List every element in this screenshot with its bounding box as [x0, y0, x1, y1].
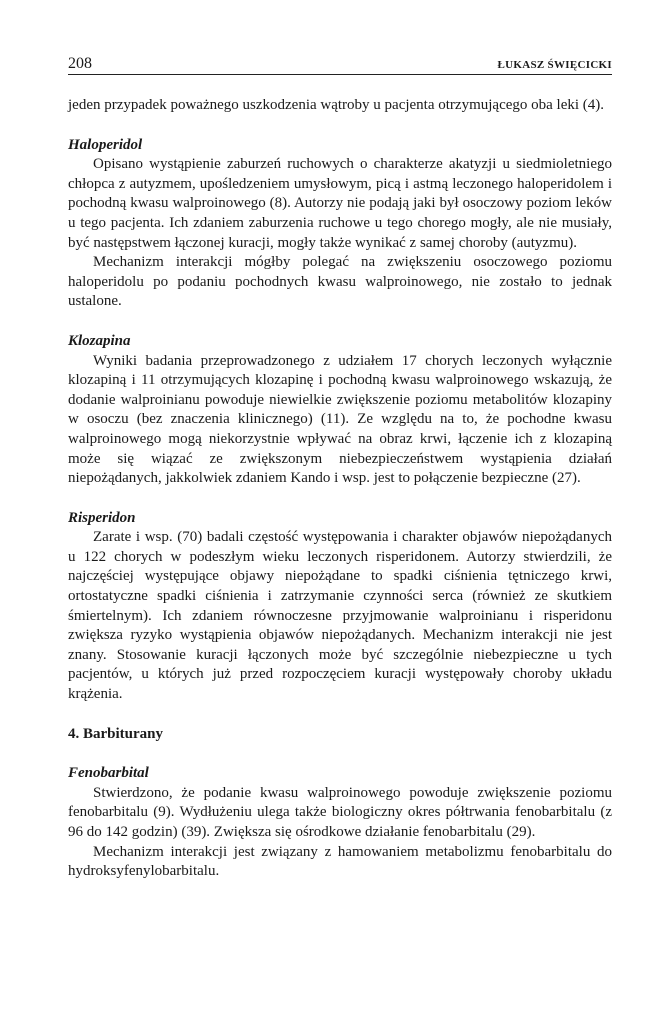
klozapina-heading: Klozapina: [68, 332, 131, 349]
page-body: [68, 96, 612, 882]
running-head-author: ŁUKASZ ŚWIĘCICKI: [497, 59, 612, 71]
section-title-barbiturany: 4. Barbiturany: [68, 725, 164, 742]
intro-paragraph: jeden przypadek poważnego uszkodzenia wątroby u pacjenta otrzymującego oba leki (4).: [68, 97, 605, 113]
haloperidol-heading: Haloperidol: [68, 136, 143, 153]
fenobarbital-heading: Fenobarbital: [68, 765, 149, 782]
section-haloperidol: [68, 136, 612, 312]
fenobarbital-paragraph-2: Mechanizm interakcji jest związany z hamowaniem metabolizmu fenobarbitalu do hydroksyfenylobarbitalu.: [68, 843, 612, 880]
fenobarbital-paragraph-1: Stwierdzono, że podanie kwasu walproinowego powoduje zwiększenie poziomu fenobarbitalu (9). Wydłużeniu ulega także biologiczny okres półtrwania fenobarbitalu (z 96 do 142 godzin) (39). Zwiększa się ośrodkowe działanie fenobarbitalu (29).: [68, 784, 612, 840]
page-header: [68, 52, 612, 75]
page-number: 208: [68, 55, 92, 72]
section-risperidon: [68, 509, 612, 705]
section-fenobarbital: [68, 764, 612, 882]
section-klozapina: [68, 332, 612, 489]
haloperidol-paragraph-2: Mechanizm interakcji mógłby polegać na zwiększeniu osoczowego poziomu haloperidolu po podaniu pochodnych kwasu walproinowego, nie zostało to jednak ustalone.: [68, 254, 612, 310]
klozapina-paragraph-1: Wyniki badania przeprowadzonego z udziałem 17 chorych leczonych wyłącznie klozapiną i 11 otrzymujących klozapinę i pochodną kwasu walproinowego wskazują, że dodanie walproinianu powoduje niewielkie zwiększenie poziomu metabolitów klozapiny w osoczu (bez znaczenia klinicznego) (11). Ze względu na to, że pochodne kwasu walproinowego mogą niekorzystnie wpływać na obraz krwi, łączenie ich z klozapiną może się wiązać ze zwiększonym niebezpieczeństwem wystąpienia działań niepożądanych, jakkolwiek zdaniem Kando i wsp. jest to połączenie bezpieczne (27).: [68, 352, 612, 487]
risperidon-heading: Risperidon: [68, 509, 136, 526]
haloperidol-paragraph-1: Opisano wystąpienie zaburzeń ruchowych o charakterze akatyzji u siedmioletniego chłopca z autyzmem, upośledzeniem umysłowym, picą i astmą leczonego haloperidolem i pochodną kwasu walproinowego (8). Autorzy nie podają jaki był osoczowy poziom leków u tego pacjenta. Ich zdaniem zaburzenia ruchowe u tego chorego mogły, ale nie musiały, być następstwem łączonej kuracji, mogły także wynikać z samej choroby (autyzmu).: [68, 156, 612, 251]
risperidon-paragraph-1: Zarate i wsp. (70) badali częstość występowania i charakter objawów niepożądanych u 122 chorych w podeszłym wieku leczonych risperidonem. Autorzy stwierdzili, że najczęściej występujące objawy niepożądane to spadki ciśnienia tętniczego krwi, ortostatyczne spadki ciśnienia i zatrzymanie czynności serca (również ze skutkiem śmiertelnym). Ich zdaniem równoczesne przyjmowanie walproinianu i risperidonu zwiększa ryzyko wystąpienia objawów niepożądanych. Mechanizm interakcji nie jest znany. Stosowanie kuracji łączonych może być szczególnie niebezpieczne u tych pacjentów, u których już przed rozpoczęciem kuracji występowały choroby układu krążenia.: [68, 529, 612, 703]
